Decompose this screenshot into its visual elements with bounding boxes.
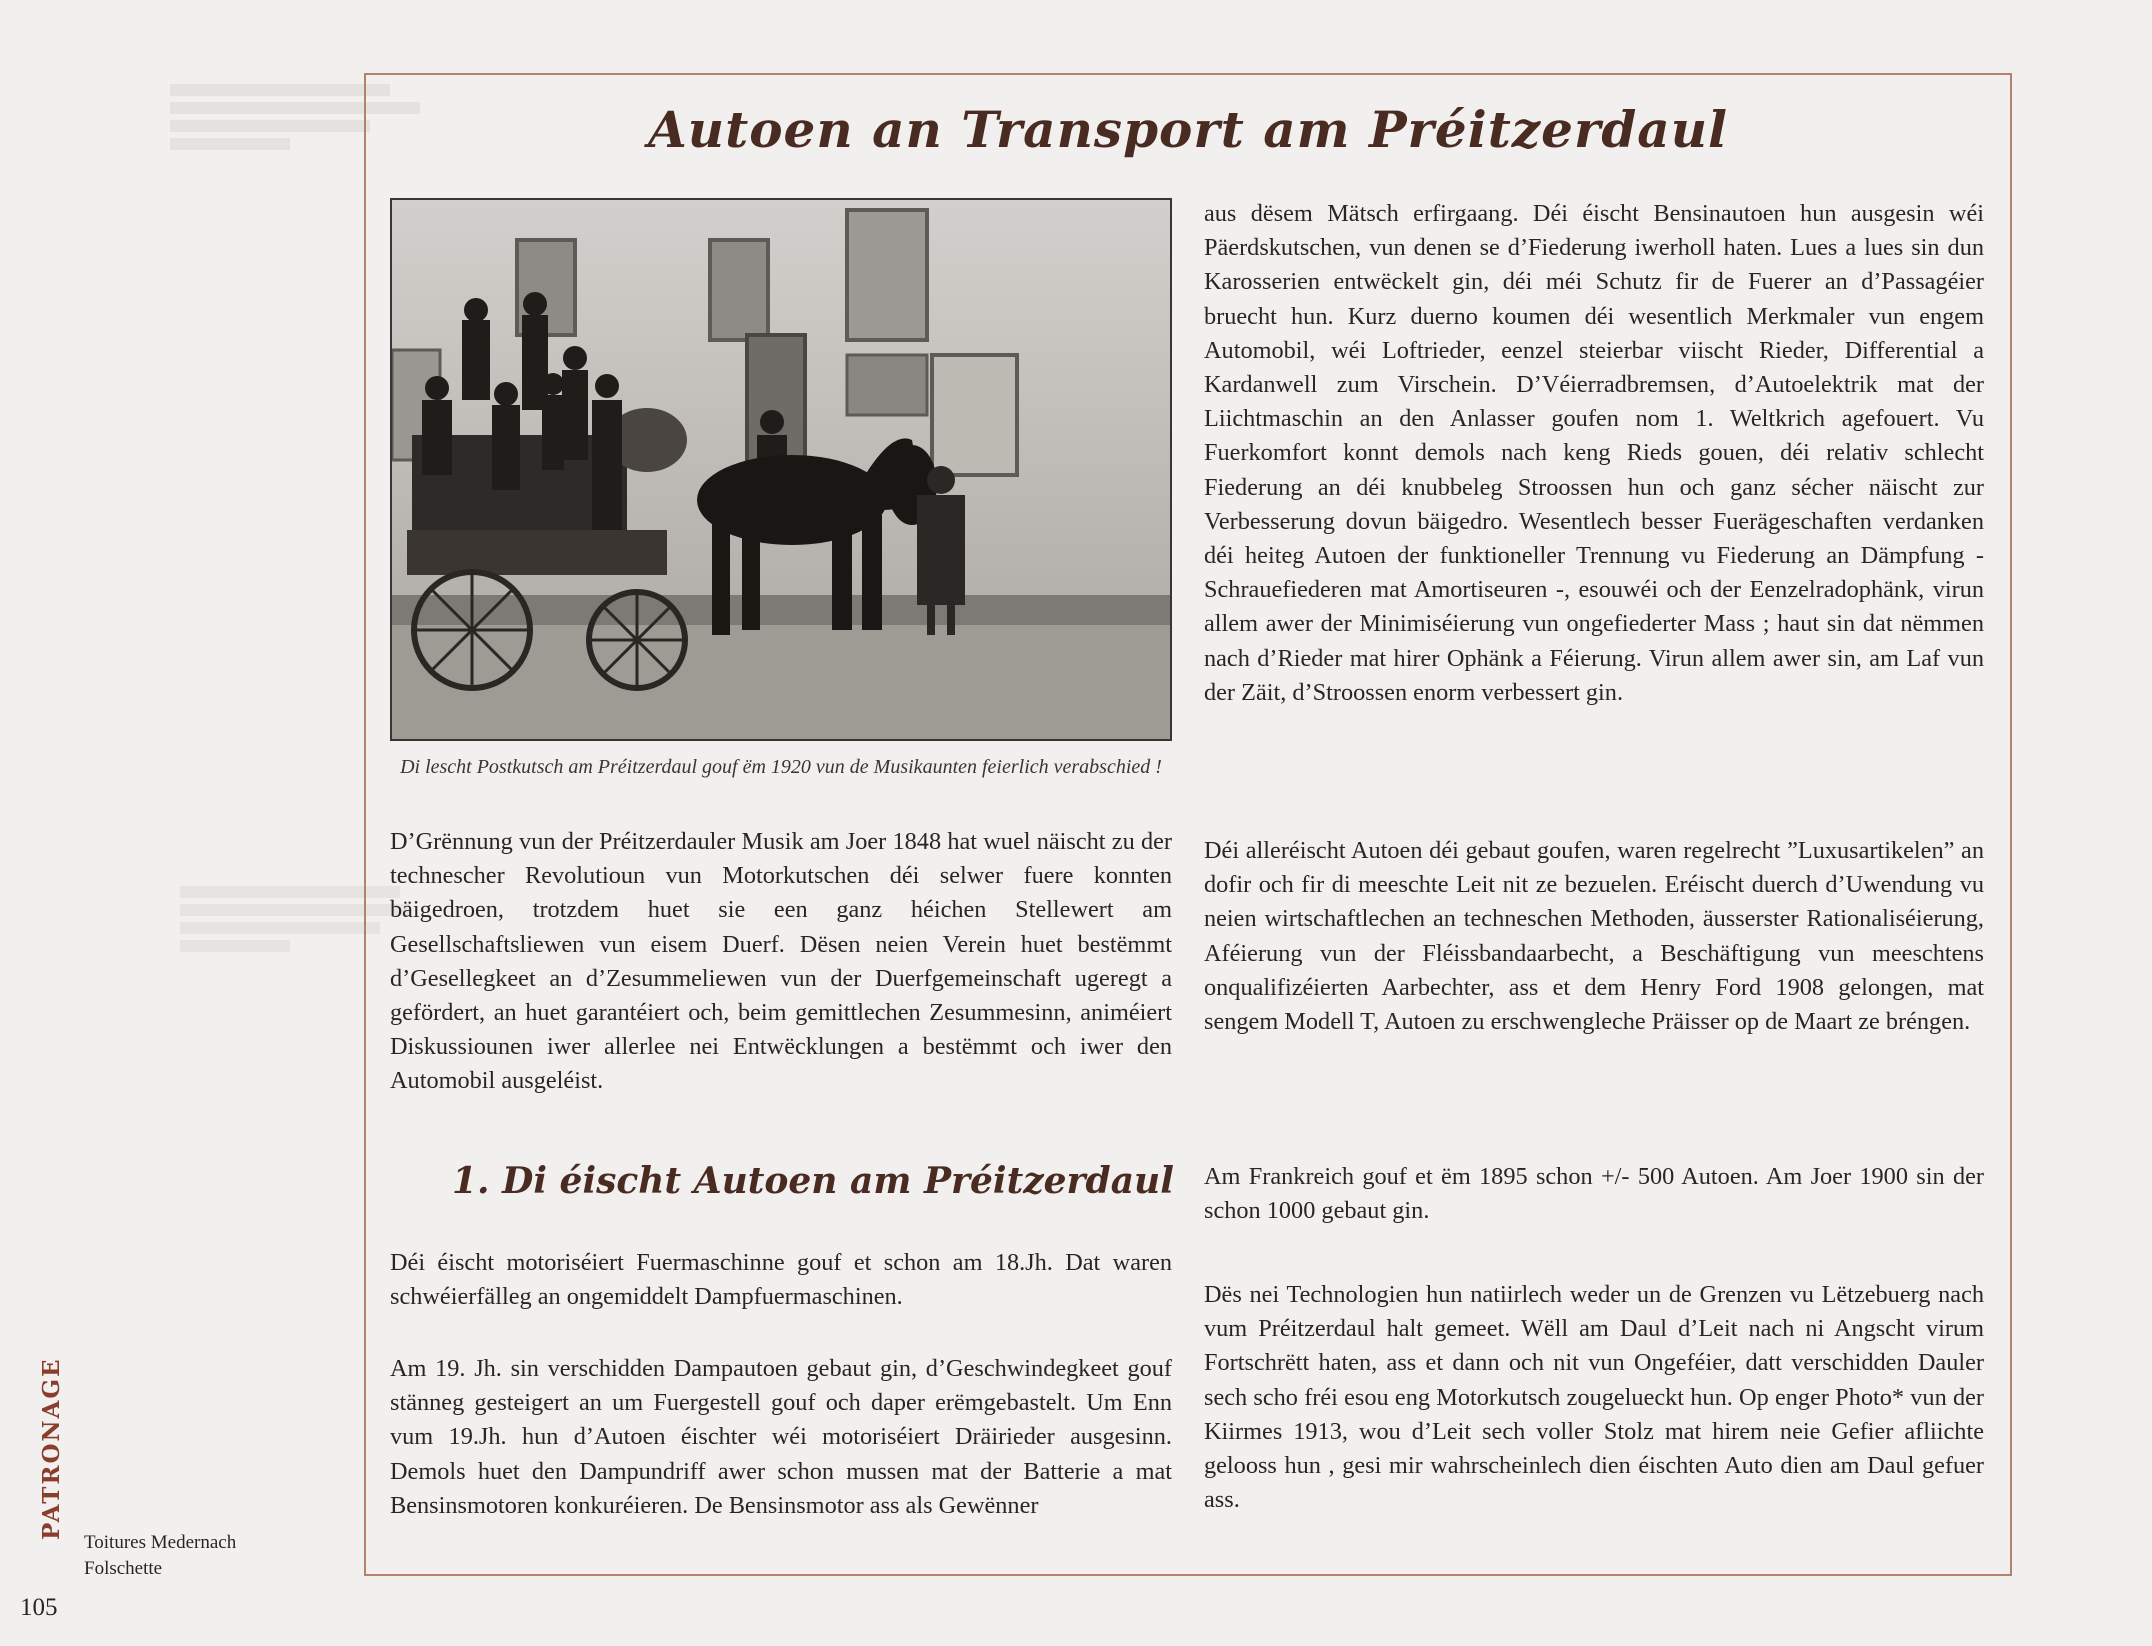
page-number: 105: [20, 1594, 58, 1621]
right-paragraph-2: Déi alleréischt Autoen déi gebaut goufen, waren regelrecht ”Luxusartikelen” an dofir och fir di meeschte Leit nit ze bezuelen. Eréischt duerch d’Uwendung vu neien wirtschaftlechen an techneschen Methoden, äusserster Rationaliséierung, Aféierung vun der Fléissbandaarbecht, a Beschäftigung vun meeschtens onqualifizéierten Aarbechter, ass et dem Henry Ford 1908 gelongen, mat sengem Modell T, Autoen zu erschwengleche Präisser op de Maart ze bréngen.: [1204, 837, 1984, 1036]
page-title: Autoen an Transport am Préitzerdaul: [647, 100, 1729, 159]
sponsor-line-2: Folschette: [84, 1558, 163, 1579]
section-heading: 1. Di éischt Autoen am Préitzerdaul: [452, 1160, 1174, 1202]
photo-caption: Di lescht Postkutsch am Préitzerdaul gouf ëm 1920 vun de Musikaunten feierlich verabschied !: [400, 756, 1162, 778]
patronage-label: PATRONAGE: [38, 1357, 65, 1540]
right-paragraph-3: Am Frankreich gouf et ëm 1895 schon +/- 500 Autoen. Am Joer 1900 sin der schon 1000 gebaut gin.: [1204, 1163, 1984, 1225]
right-paragraph-4: Dës nei Technologien hun natiirlech weder un de Grenzen vu Lëtzebuerg nach vum Préitzerdaul halt gemeet. Wëll am Daul d’Leit nach ni Angscht virum Fortschrëtt haten, ass et dann och nit vun Ongeféier, datt verschidden Dauler sech scho fréi esou eng Motorkutsch zougelueckt hun. Op enger Photo* vun der Kiirmes 1913, wou d’Leit sech voller Stolz mat hirem neie Gefier afliichte gelooss hun , gesi mir wahrscheinlech dien éischten Auto dien am Daul gefuer ass.: [1204, 1281, 1984, 1514]
section-paragraph-1: Déi éischt motoriséiert Fuermaschinne gouf et schon am 18.Jh. Dat waren schwéierfälleg an ongemiddelt Dampfuermaschinen.: [390, 1249, 1172, 1311]
intro-paragraph: D’Grënnung vun der Préitzerdauler Musik am Joer 1848 hat wuel näischt zu der technescher Revolutioun vun Motorkutschen déi selwer fuere konnten bäigedroen, trotzdem huet sie een ganz héichen Stellewert am Gesellschaftsliewen vun eisem Duerf. Dësen neien Verein huet bestëmmt d’Gesellegkeet an d’Zesummeliewen vun der Duerfgemeinschaft ugeregt a gefördert, an huet garantéiert och, beim gemittlechen Zesummesinn, animéiert Diskussiounen iwer allerlee nei Entwëcklungen a bestëmmt och iwer den Automobil ausgeléist.: [390, 828, 1172, 1095]
right-paragraph-1: aus dësem Mätsch erfirgaang. Déi éischt Bensinautoen hun ausgesin wéi Päerdskutschen, vun denen se d’Fiederung iwerholl haten. Lues a lues sin dun Karosserien entwëckelt gin, déi méi Schutz fir de Fuerer an d’Passagéier bruecht hun. Kurz duerno koumen déi wesentlich Merkmaler vun engem Automobil, wéi Loftrieder, eenzel steierbar viischt Rieder, Differential a Kardanwell zum Virschein. D’Véierradbremsen, d’Autoelektrik mat der Liichtmaschin an den Anlasser goufen nom 1. Weltkrich agefouert. Vu Fuerkomfort konnt demols nach keng Rieds gouen, déi relativ schlecht Fiederung an déi knubbeleg Stroossen hun och ganz sécher näischt zur Verbesserung dovun bäigedro. Wesentlech besser Fuerägeschaften verdanken déi heiteg Autoen der funktioneller Trennung vu Fiederung an Dämpfung - Schrauefiederen mat Amortiseuren -, esouwéi och der Eenzelradophänk, virun allem awer der Minimiséierung vun ongefiederter Mass ; haut sin dat nëmmen nach d’Rieder mat hirer Ophänk a Féierung. Virun allem awer sin, am Laf vun der Zäit, d’Stroossen enorm verbessert gin.: [1204, 200, 1984, 706]
historic-photo: [390, 198, 1172, 741]
sponsor-block: [84, 1530, 236, 1582]
section-paragraph-2: Am 19. Jh. sin verschidden Dampautoen gebaut gin, d’Geschwindegkeet gouf stänneg gesteigert an um Fuergestell gouf och daper erëmgebastelt. Um Enn vum 19.Jh. hun d’Autoen éischter wéi motoriséiert Dräirieder ausgesinn. Demols huet den Dampundriff awer schon mussen mat der Batterie a mat Bensinsmotoren konkuréieren. De Bensinsmotor ass als Gewënner: [390, 1355, 1172, 1519]
sponsor-line-1: Toitures Medernach: [84, 1532, 237, 1553]
